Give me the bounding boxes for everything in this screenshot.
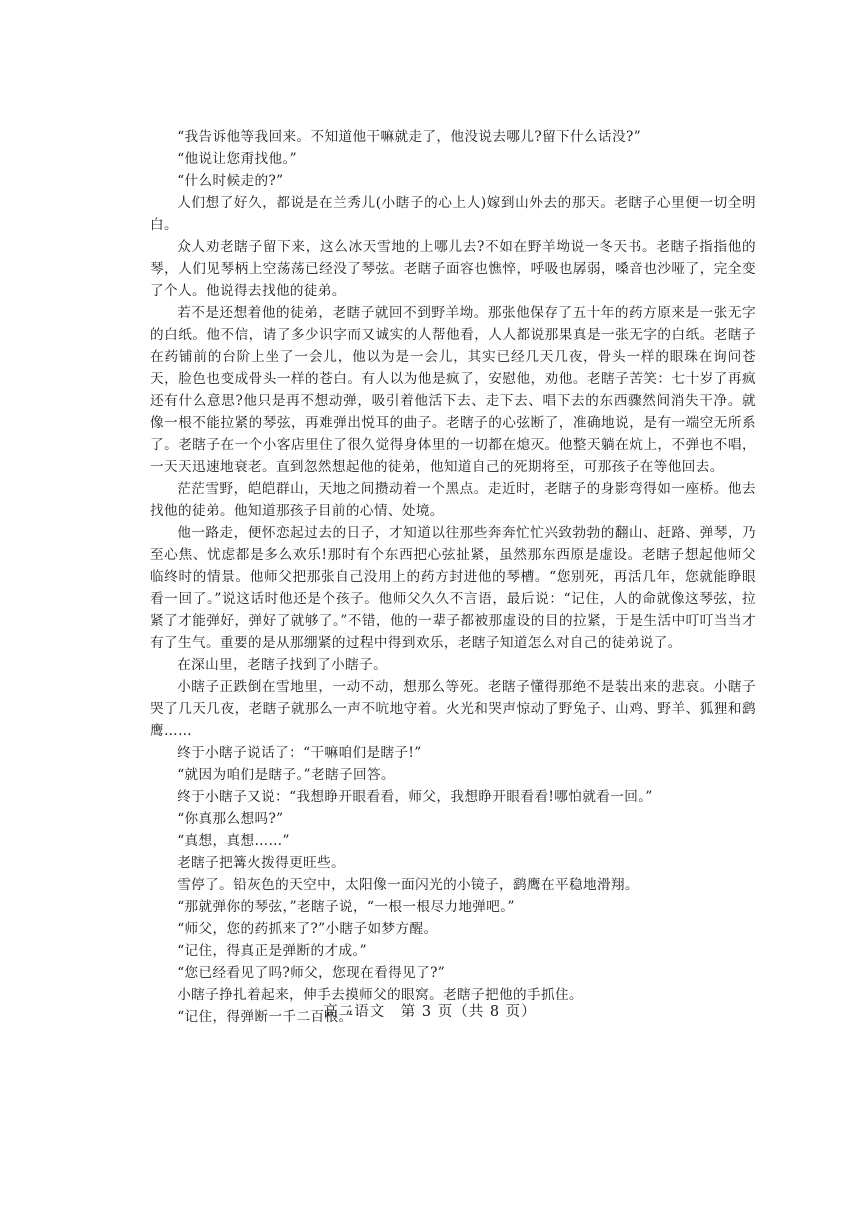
paragraph: 茫茫雪野，皑皑群山，天地之间攒动着一个黑点。走近时，老瞎子的身影弯得如一座桥。他去找他的徒弟。他知道那孩子目前的心情、处境。: [150, 481, 756, 519]
paragraph: “记住，得弹断一千二百根。”: [177, 1009, 354, 1025]
story-text: [150, 126, 756, 1028]
paragraph: “我告诉他等我回来。不知道他干嘛就走了，他没说去哪儿?留下什么话没?”: [177, 129, 642, 145]
paragraph: 众人劝老瞎子留下来，这么冰天雪地的上哪儿去?不如在野羊坳说一冬天书。老瞎子指指他的琴，人们见琴柄上空荡荡已经没了琴弦。老瞎子面容也憔悴，呼吸也孱弱，嗓音也沙哑了，完全变了个人。他说得去找他的徒弟。: [150, 239, 756, 299]
paragraph: 终于小瞎子又说：“我想睁开眼看看，师父，我想睁开眼看看!哪怕就看一回。”: [177, 789, 653, 805]
paragraph: 小瞎子挣扎着起来，伸手去摸师父的眼窝。老瞎子把他的手抓住。: [177, 987, 584, 1003]
paragraph: “你真那么想吗?”: [177, 811, 284, 827]
paragraph: 在深山里，老瞎子找到了小瞎子。: [177, 657, 388, 673]
paragraph: “真想，真想……”: [177, 833, 290, 849]
paragraph: 雪停了。铅灰色的天空中，太阳像一面闪光的小镜子，鹞鹰在平稳地滑翔。: [177, 877, 639, 893]
page-footer: 高二语文 第 3 页（共 8 页）: [323, 1004, 537, 1020]
paragraph: 人们想了好久，都说是在兰秀儿(小瞎子的心上人)嫁到山外去的那天。老瞎子心里便一切全明白。: [150, 195, 756, 233]
paragraph: “什么时候走的?”: [177, 173, 284, 189]
paragraph: 老瞎子把篝火拨得更旺些。: [177, 855, 346, 871]
paragraph: 他一路走，便怀恋起过去的日子，才知道以往那些奔奔忙忙兴致勃勃的翻山、赶路、弹琴，乃至心焦、忧虑都是多么欢乐!那时有个东西把心弦扯紧，虽然那东西原是虚设。老瞎子想起他师父临终时的情景。他师父把那张自己没用上的药方封进他的琴槽。“您别死，再活几年，您就能睁眼看一回了。”说这话时他还是个孩子。他师父久久不言语，最后说：“记住，人的命就像这琴弦，拉紧了才能弹好，弹好了就够了。”不错，他的一辈子都被那虚设的目的拉紧，于是生活中叮叮当当才有了生气。重要的是从那绷紧的过程中得到欢乐，老瞎子知道怎么对自己的徒弟说了。: [150, 525, 756, 651]
paragraph: “记住，得真正是弹断的才成。”: [177, 943, 368, 959]
paragraph: 若不是还想着他的徒弟，老瞎子就回不到野羊坳。那张他保存了五十年的药方原来是一张无字的白纸。他不信，请了多少识字而又诚实的人帮他看，人人都说那果真是一张无字的白纸。老瞎子在药铺前的台阶上坐了一会儿，他以为是一会儿，其实已经几天几夜，骨头一样的眼珠在询问苍天，脸色也变成骨头一样的苍白。有人以为他是疯了，安慰他，劝他。老瞎子苦笑：七十岁了再疯还有什么意思?他只是再不想动弹，吸引着他活下去、走下去、唱下去的东西骤然间消失干净。就像一根不能拉紧的琴弦，再难弹出悦耳的曲子。老瞎子的心弦断了，准确地说，是有一端空无所系了。老瞎子在一个小客店里住了很久觉得身体里的一切都在熄灭。他整天躺在炕上，不弹也不唱，一天天迅速地衰老。直到忽然想起他的徒弟，他知道自己的死期将至，可那孩子在等他回去。: [150, 305, 756, 475]
paragraph: “师父，您的药抓来了?”小瞎子如梦方醒。: [177, 921, 438, 937]
paragraph: “就因为咱们是瞎子。”老瞎子回答。: [177, 767, 395, 783]
paragraph: 终于小瞎子说话了：“干嘛咱们是瞎子!”: [177, 745, 422, 761]
paragraph: “他说让您甭找他。”: [177, 151, 298, 167]
paragraph: “那就弹你的琴弦，”老瞎子说，“一根一根尽力地弹吧。”: [177, 899, 515, 915]
paragraph: 小瞎子正跌倒在雪地里，一动不动，想那么等死。老瞎子懂得那绝不是装出来的悲哀。小瞎子哭了几天几夜，老瞎子就那么一声不吭地守着。火光和哭声惊动了野兔子、山鸡、野羊、狐狸和鹞鹰……: [150, 679, 756, 739]
paragraph: “您已经看见了吗?师父，您现在看得见了?”: [177, 965, 446, 981]
